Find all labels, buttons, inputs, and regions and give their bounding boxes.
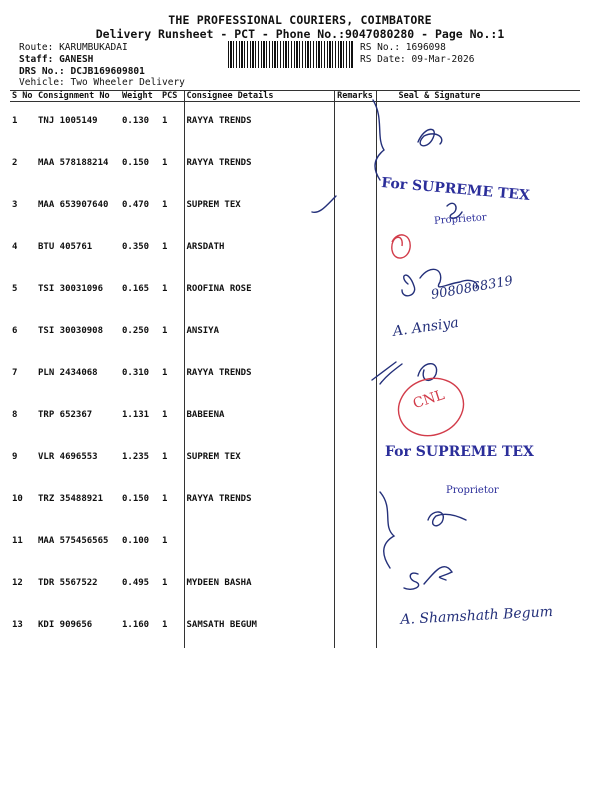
row-consignment: TNJ 1005149 [38,116,98,126]
row-weight: 0.150 [122,494,150,504]
row-pcs: 1 [162,158,168,168]
row-consignment: MAA 578188214 [38,158,109,168]
row-consignment: KDI 909656 [38,620,93,630]
row-sno: 4 [12,242,18,252]
handwritten-phone: 9080868319 [430,273,515,303]
row-weight: 0.130 [122,116,150,126]
row-pcs: 1 [162,200,168,210]
row-consignment: TDR 5567522 [38,578,98,588]
row-pcs: 1 [162,578,168,588]
row-consignment: MAA 653907640 [38,200,109,210]
row-pcs: 1 [162,620,168,630]
row-pcs: 1 [162,284,168,294]
row-pcs: 1 [162,116,168,126]
row-consignment: MAA 575456565 [38,536,109,546]
row-consignment: TRP 652367 [38,410,93,420]
row-sno: 6 [12,326,18,336]
row-weight: 0.150 [122,158,150,168]
rs-date-value: 09-Mar-2026 [411,54,475,65]
row-consignee: SUPREM TEX [184,186,334,228]
row-sno: 1 [12,116,18,126]
vehicle-label: Vehicle: [19,77,65,88]
row-sno: 3 [12,200,18,210]
col-pcs: PCS [160,91,184,102]
bracket-mark-1 [373,100,384,180]
row-sno: 11 [12,536,23,546]
col-consignment: Consignment No [36,91,120,102]
bracket-mark-2 [380,492,394,568]
row-pcs: 1 [162,326,168,336]
row-consignment: TRZ 35488921 [38,494,104,504]
row-pcs: 1 [162,368,168,378]
cnl-mark: CNL [411,387,447,413]
drs-value: DCJB169609801 [70,66,145,77]
row-sno: 5 [12,284,18,294]
col-seal: Seal & Signature [376,91,580,102]
row-consignment: VLR 4696553 [38,452,98,462]
stamp-supreme-tex-1: For SUPREME TEX [380,175,531,204]
row-weight: 0.100 [122,536,150,546]
row-consignee: RAYYA TRENDS [184,144,334,186]
row-weight: 0.470 [122,200,150,210]
staff-value: GANESH [59,54,94,65]
row-sno: 8 [12,410,18,420]
col-weight: Weight [120,91,160,102]
row-pcs: 1 [162,242,168,252]
signature-ansiya: A. Ansiya [392,314,460,340]
staff-label: Staff: [19,54,54,65]
row-sno: 12 [12,578,23,588]
row-consignee: MYDEEN BASHA [184,564,334,606]
stamp-supreme-tex-2: For SUPREME TEX [385,444,534,460]
row-pcs: 1 [162,494,168,504]
route-value: KARUMBUKADAI [59,42,128,53]
row-consignment: BTU 405761 [38,242,93,252]
row-weight: 0.250 [122,326,150,336]
stamp-proprietor-2: Proprietor [446,485,499,496]
row-weight: 1.160 [122,620,150,630]
signature-row10 [428,512,466,526]
row-consignment: TSI 30031096 [38,284,104,294]
vehicle-value: Two Wheeler Delivery [70,77,185,88]
rs-date-label: RS Date: [360,54,406,65]
row-weight: 0.350 [122,242,150,252]
row-consignee: RAYYA TRENDS [184,480,334,522]
route-label: Route: [19,42,54,53]
row-sno: 2 [12,158,18,168]
row-consignee: RAYYA TRENDS [184,354,334,396]
col-sno: S No [10,91,36,102]
row-consignment: TSI 30030908 [38,326,104,336]
row-pcs: 1 [162,536,168,546]
rs-no-label: RS No.: [360,42,401,53]
col-remarks: Remarks [334,91,376,102]
row-consignee: SUPREM TEX [184,438,334,480]
row-consignee: BABEENA [184,396,334,438]
tick-mark-row3 [312,196,336,212]
row-sno: 10 [12,494,23,504]
rs-no-value: 1696098 [405,42,446,53]
col-consignee: Consignee Details [184,91,334,102]
row-pcs: 1 [162,452,168,462]
row-consignee: ROOFINA ROSE [184,270,334,312]
row-weight: 1.235 [122,452,150,462]
row-consignment: PLN 2434068 [38,368,98,378]
row-sno: 7 [12,368,18,378]
row-consignee: RAYYA TRENDS [184,102,334,145]
runsheet-subtitle: Delivery Runsheet - PCT - Phone No.:9047080280 - Page No.:1 [95,27,505,41]
row-weight: 0.495 [122,578,150,588]
signature-row12 [404,567,452,590]
signature-row1 [418,129,442,145]
row-sno: 13 [12,620,23,630]
signature-begum: A. Shamshath Begum [400,604,554,628]
row-weight: 1.131 [122,410,150,420]
row-weight: 0.310 [122,368,150,378]
row-weight: 0.165 [122,284,150,294]
company-title: THE PROFESSIONAL COURIERS, COIMBATORE [168,13,432,27]
row-consignee: SAMSATH BEGUM [184,606,334,648]
tick-mark-row7 [372,362,402,384]
red-signature-row4 [392,235,410,258]
row-sno: 9 [12,452,18,462]
stamp-proprietor-1: Proprietor [433,212,487,227]
row-consignee: ANSIYA [184,312,334,354]
row-consignee: ARSDATH [184,228,334,270]
drs-label: DRS No.: [19,66,65,77]
row-pcs: 1 [162,410,168,420]
